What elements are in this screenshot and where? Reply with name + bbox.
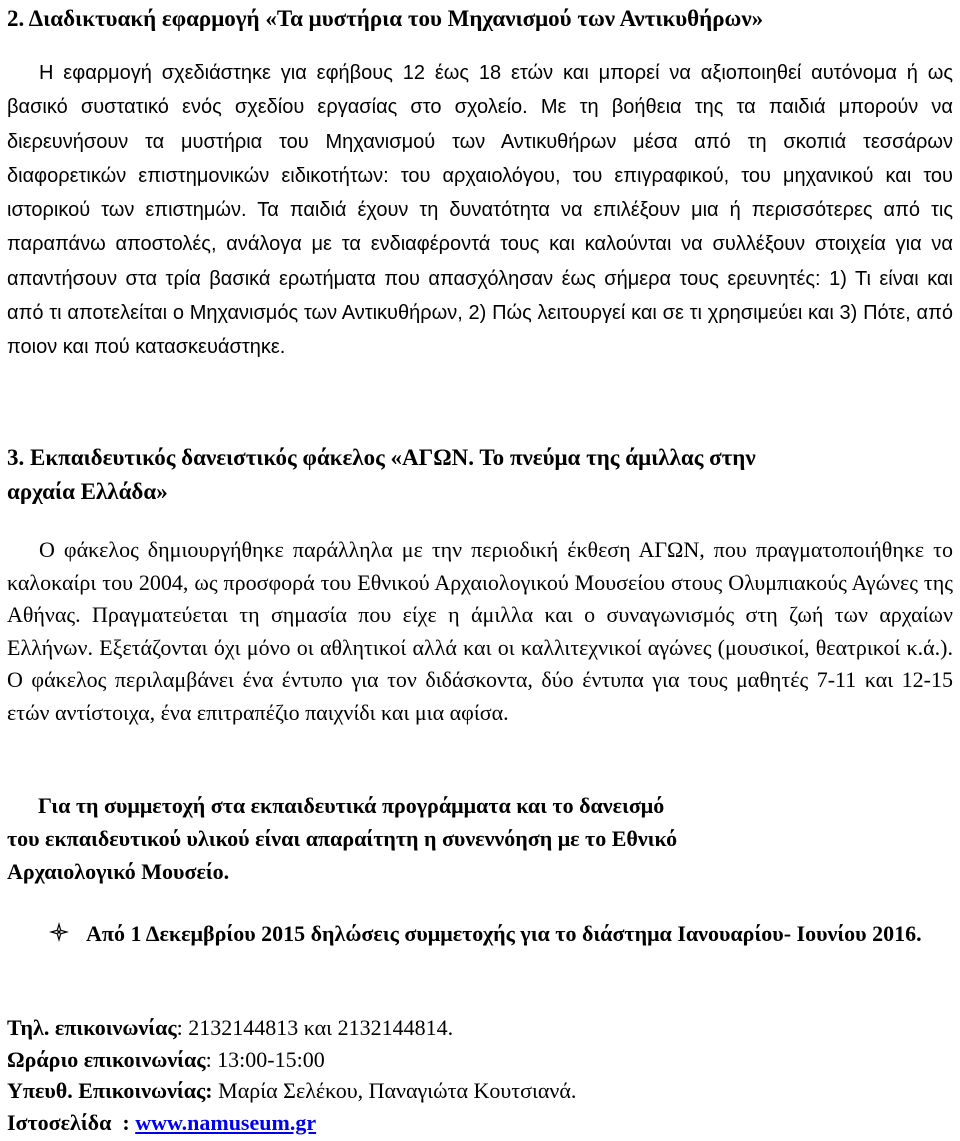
phone-value: : 2132144813 και 2132144814. [176,1015,454,1040]
contact-info [7,1012,953,1138]
participation-notice [7,789,907,888]
website-line [7,1107,953,1139]
section-3-paragraph-text: Ο φάκελος δημιουργήθηκε παράλληλα με την περιοδική έκθεση ΑΓΩΝ, που πραγματοποιήθηκε το καλοκαίρι του 2004, ως προσφορά του Εθνικού Αρχαιολογικού Μουσείου στους Ολυμπιακούς Αγώνες της Αθήνας. Πραγματεύεται τη σημασία που είχε η άμιλλα και ο συναγωνισμός στη ζωή των αρχαίων Ελλήνων. Εξετάζονται όχι μόνο οι αθλητικοί αλλά και οι καλλιτεχνικοί αγώνες (μουσικοί, θεατρικοί κ.ά.). Ο φάκελος περιλαμβάνει ένα έντυπο για τον διδάσκοντα, δύο έντυπα για τους μαθητές 7-11 και 12-15 ετών αντίστοιχα, ένα επιτραπέζιο παιχνίδι και μια αφίσα. [7,537,953,725]
phone-label: Τηλ. επικοινωνίας [7,1015,177,1040]
website-link[interactable]: www.namuseum.gr [135,1109,317,1135]
registration-text: Από 1 Δεκεμβρίου 2015 δηλώσεις συμμετοχής για το διάστημα Ιανουαρίου- Ιουνίου 2016. [86,921,922,946]
diamond-bullet-icon [48,921,70,943]
hours-line [7,1044,953,1076]
hours-label: Ωράριο επικοινωνίας [7,1046,206,1072]
responsible-value: Μαρία Σελέκου, Παναγιώτα Κουτσιανά. [212,1078,577,1103]
notice-line-3: Αρχαιολογικό Μουσείο. [7,859,230,884]
notice-line-1: Για τη συμμετοχή στα εκπαιδευτικά προγράμματα και το δανεισμό [38,793,665,818]
phone-line [7,1012,953,1044]
website-label: Ιστοσελίδα : [7,1109,136,1135]
section-3-paragraph [7,534,953,730]
hours-value: : 13:00-15:00 [205,1046,325,1072]
responsible-label: Υπευθ. Επικοινωνίας: [7,1078,213,1103]
section-3-heading-line-2: αρχαία Ελλάδα» [7,479,168,504]
section-3-heading-line-1: 3. Εκπαιδευτικός δανειστικός φάκελος «ΑΓΩΝ. Το πνεύμα της άμιλλας στην [7,445,756,470]
notice-line-2: του εκπαιδευτικού υλικού είναι απαραίτητη η συνεννόηση με το Εθνικό [7,826,678,851]
section-2-paragraph [7,56,953,365]
section-2-heading: 2. Διαδικτυακή εφαρμογή «Τα μυστήρια του Μηχανισμού των Αντικυθήρων» [7,6,764,31]
responsible-line [7,1075,953,1107]
section-2-paragraph-text: Η εφαρμογή σχεδιάστηκε για εφήβους 12 έως 18 ετών και μπορεί να αξιοποιηθεί αυτόνομα ή ως βασικό συστατικό ενός σχεδίου εργασίας στο σχολείο. Με τη βοήθεια της τα παιδιά μπορούν να διερευνήσουν τα μυστήρια του Μηχανισμού των Αντικυθήρων μέσα από τη σκοπιά τεσσάρων διαφορετικών επιστημονικών ειδικοτήτων: του αρχαιολόγου, του επιγραφικού, του μηχανικού και του ιστορικού των επιστημών. Τα παιδιά έχουν τη δυνατότητα να επιλέξουν μια ή περισσότερες από τις παραπάνω αποστολές, ανάλογα με τα ενδιαφέροντά τους και καλούνται να συλλέξουν στοιχεία για να απαντήσουν στα τρία βασικά ερωτήματα που απασχόλησαν έως σήμερα τους ερευνητές: 1) Τι είναι και από τι αποτελείται ο Μηχανισμός των Αντικυθήρων, 2) Πώς λειτουργεί και σε τι χρησιμεύει και 3) Πότε, από ποιον και πού κατασκευάστηκε. [7,62,953,359]
registration-bullet [48,918,938,949]
